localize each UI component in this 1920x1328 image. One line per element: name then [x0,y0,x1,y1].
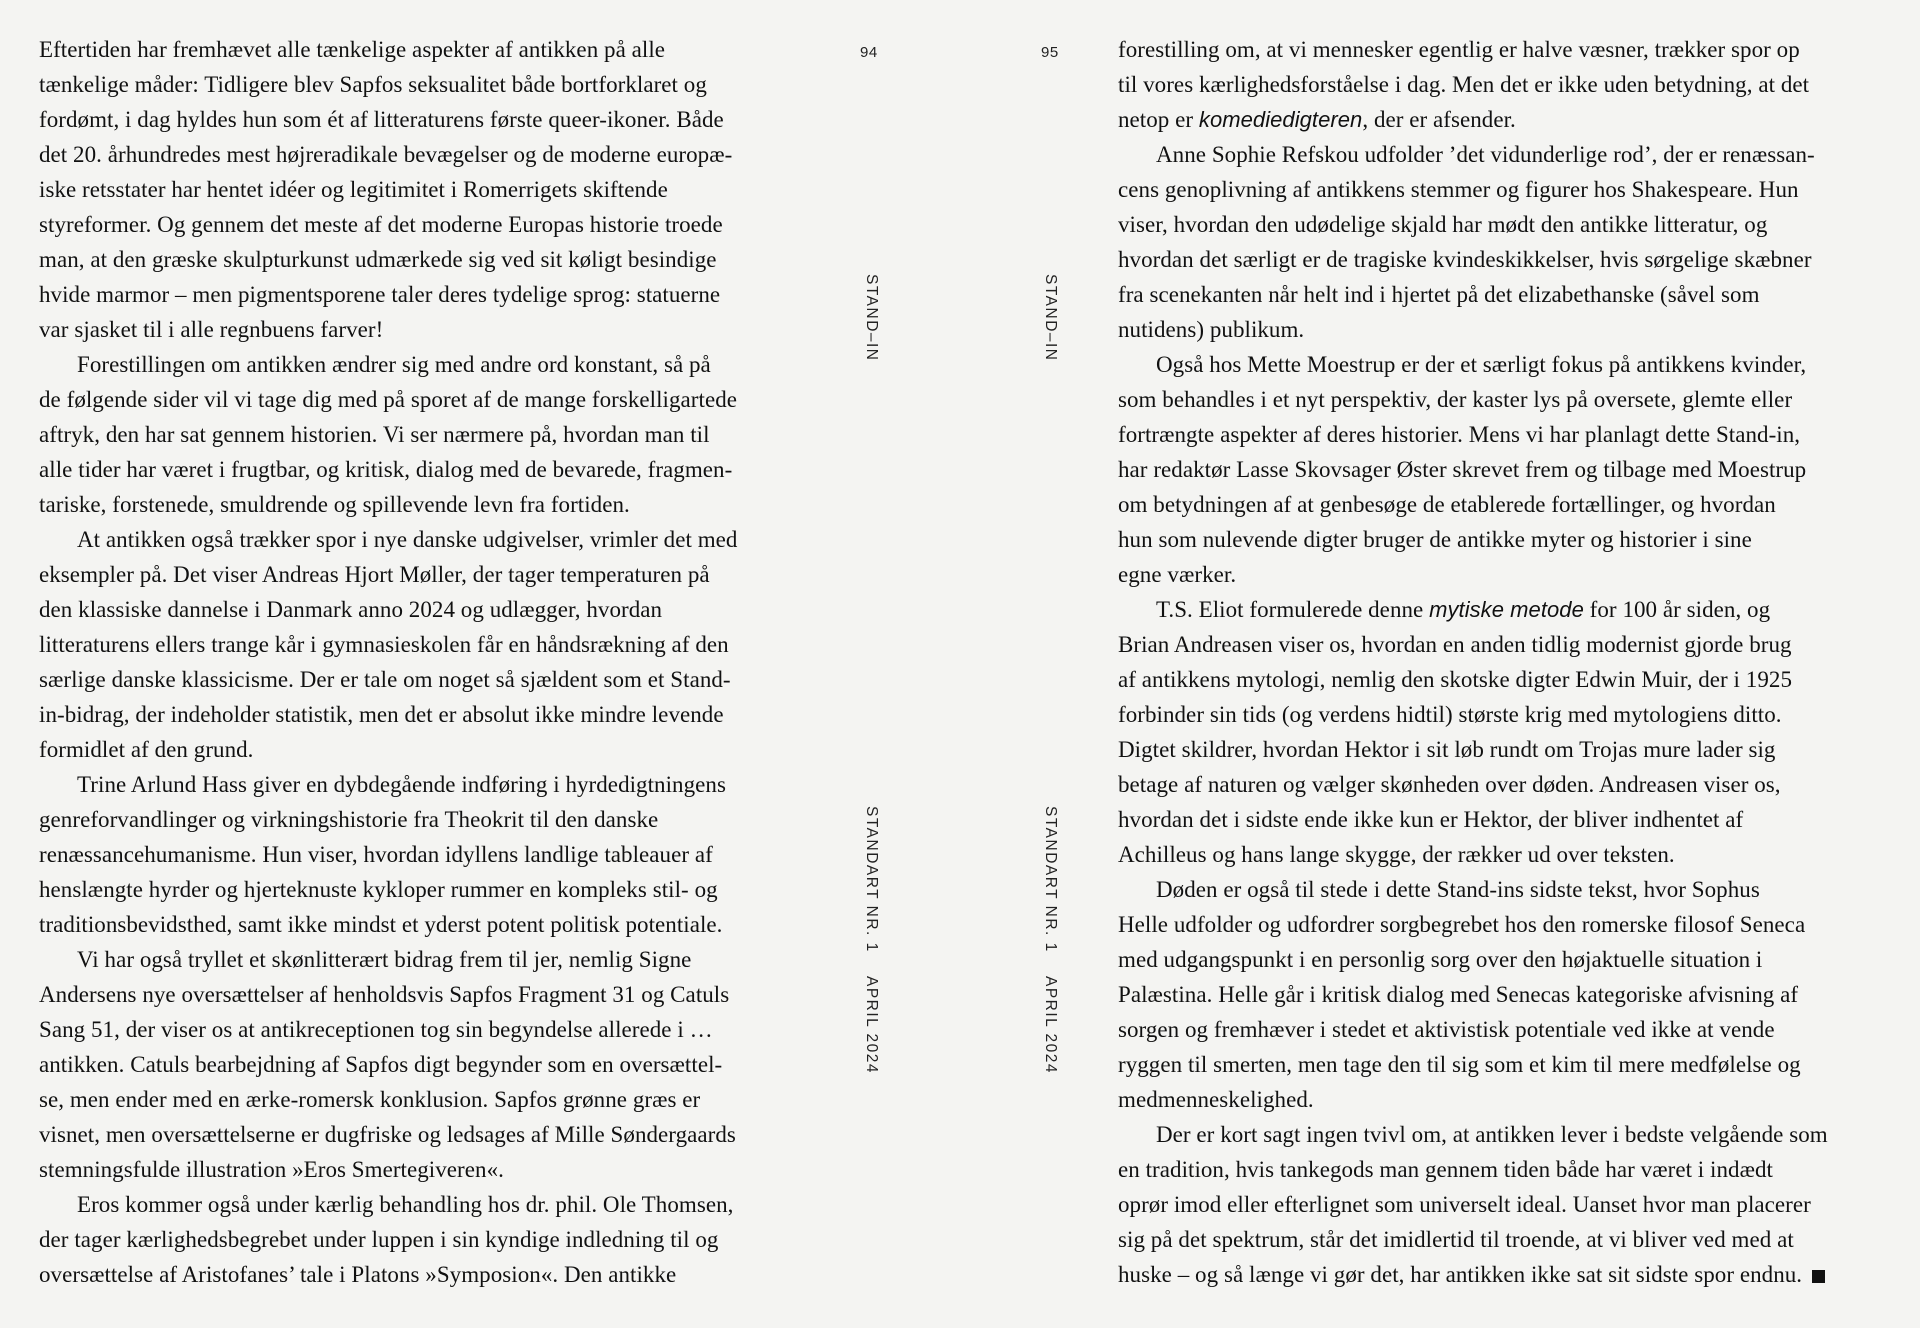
text-run: T.S. Eliot formulerede denne [1156,597,1430,622]
text-line: de følgende sider vil vi tage dig med på sporet af de mange forskelligartede [39,387,738,412]
text-line: styreformer. Og gennem det meste af det moderne Europas historie troede [39,212,723,237]
text-line [1118,102,1850,137]
text-line: der tager kærlighedsbegrebet under luppen i sin kyndige indledning til og [39,1227,719,1252]
text-line: betage af naturen og vælger skønheden over døden. Andreasen viser os, [1118,772,1781,797]
text-line: eksempler på. Det viser Andreas Hjort Møller, der tager temperaturen på [39,562,710,587]
text-run: huske – og så længe vi gør det, har antikken ikke sat sit sidste spor endnu. [1118,1262,1803,1287]
text-line: visnet, men oversættelserne er dugfriske og ledsages af Mille Søndergaards [39,1122,736,1147]
text-line: til vores kærlighedsforståelse i dag. Men det er ikke uden betydning, at det [1118,72,1810,97]
text-line: en tradition, hvis tankegods man gennem tiden både har været i indædt [1118,1157,1773,1182]
text-line: Trine Arlund Hass giver en dybdegående indføring i hyrdedigtningens [77,772,726,797]
text-line: litteraturens ellers trange kår i gymnasieskolen får en håndsrækning af den [39,632,729,657]
text-line: tænkelige måder: Tidligere blev Sapfos seksualitet både bortforklaret og [39,72,707,97]
text-line: viser, hvordan den udødelige skjald har mødt den antikke litteratur, og [1118,212,1768,237]
text-line: Anne Sophie Refskou udfolder ’det vidunderlige rod’, der er renæssan- [1156,142,1815,167]
text-line: af antikkens mytologi, nemlig den skotske digter Edwin Muir, der i 1925 [1118,667,1792,692]
text-line: man, at den græske skulpturkunst udmærkede sig ved sit køligt besindige [39,247,717,272]
text-line: Også hos Mette Moestrup er der et særligt fokus på antikkens kvinder, [1156,352,1807,377]
text-line: henslængte hyrder og hjerteknuste kykloper rummer en kompleks stil- og [39,877,718,902]
text-line: har redaktør Lasse Skovsager Øster skrevet frem og tilbage med Moestrup [1118,457,1807,482]
text-line: egne værker. [1118,562,1237,587]
text-line: At antikken også trækker spor i nye danske udgivelser, vrimler det med [77,527,738,552]
text-line: ryggen til smerten, men tage den til sig som et kim til mere medfølelse og [1118,1052,1801,1077]
text-line: Eftertiden har fremhævet alle tænkelige aspekter af antikken på alle [39,37,666,62]
text-line: oversættelse af Aristofanes’ tale i Platons »Symposion«. Den antikke [39,1262,677,1287]
text-line: hvordan det i sidste ende ikke kun er Hektor, der bliver indhentet af [1118,807,1744,832]
text-run: , der er afsender. [1362,107,1516,132]
text-line: forestilling om, at vi mennesker egentlig er halve væsner, trækker spor op [1118,37,1800,62]
text-run: for 100 år siden, og [1583,597,1771,622]
running-head-left: STAND–IN [863,274,880,362]
text-line: alle tider har været i frugtbar, og kritisk, dialog med de bevarede, fragmen- [39,457,733,482]
text-run: netop er [1118,107,1199,132]
issue-date-left: APRIL 2024 [863,976,880,1075]
text-line: aftryk, den har sat gennem historien. Vi ser nærmere på, hvordan man til [39,422,710,447]
text-line: Brian Andreasen viser os, hvordan en anden tidlig modernist gjorde brug [1118,632,1792,657]
text-line: fordømt, i dag hyldes hun som ét af litteraturens første queer-ikoner. Både [39,107,724,132]
text-line: hvordan det særligt er de tragiske kvindeskikkelser, hvis sørgelige skæbner [1118,247,1812,272]
text-line: stemningsfulde illustration »Eros Smertegiveren«. [39,1157,504,1182]
text-line: medmenneskelighed. [1118,1087,1314,1112]
text-line: Eros kommer også under kærlig behandling hos dr. phil. Ole Thomsen, [77,1192,734,1217]
text-line: sig på det spektrum, står det imidlertid til troende, at vi bliver ved med at [1118,1227,1794,1252]
text-line: det 20. århundredes mest højreradikale bevægelser og de moderne europæ- [39,142,733,167]
journal-name-left: STANDART NR. 1 [863,806,880,953]
journal-name-right: STANDART NR. 1 [1042,806,1059,953]
end-of-article-square-icon [1812,1270,1825,1283]
running-head-right: STAND–IN [1042,274,1059,362]
text-line: forbinder sin tids (og verdens hidtil) største krig med mytologiens ditto. [1118,702,1782,727]
text-line: antikken. Catuls bearbejdning af Sapfos digt begynder som en oversættel- [39,1052,723,1077]
text-line [1118,1257,1850,1292]
text-line: nutidens) publikum. [1118,317,1305,342]
text-line: oprør imod eller efterlignet som universelt ideal. Uanset hvor man placerer [1118,1192,1811,1217]
text-line: Sang 51, der viser os at antikreceptionen tog sin begyndelse allerede i … [39,1017,713,1042]
text-line: Forestillingen om antikken ændrer sig med andre ord konstant, så på [77,352,711,377]
text-line: var sjasket til i alle regnbuens farver! [39,317,384,342]
text-line: tariske, forstenede, smuldrende og spillevende levn fra fortiden. [39,492,630,517]
text-line: som behandles i et nyt perspektiv, der kaster lys på oversete, glemte eller [1118,387,1793,412]
italic-term: komediedigteren [1198,107,1363,132]
text-line: hun som nulevende digter bruger de antikke myter og historier i sine [1118,527,1752,552]
text-line: Andersens nye oversættelser af henholdsvis Sapfos Fragment 31 og Catuls [39,982,730,1007]
text-line: cens genoplivning af antikkens stemmer og figurer hos Shakespeare. Hun [1118,177,1799,202]
text-line: om betydningen af at genbesøge de etablerede fortællinger, og hvordan [1118,492,1776,517]
text-line: den klassiske dannelse i Danmark anno 2024 og udlægger, hvordan [39,597,663,622]
text-line: genreforvandlinger og virkningshistorie fra Theokrit til den danske [39,807,659,832]
page-number-left: 94 [860,44,878,61]
text-line: sorgen og fremhæver i stedet et aktivistisk potentiale ved ikke at vende [1118,1017,1775,1042]
text-line: Achilleus og hans lange skygge, der rækker ud over teksten. [1118,842,1675,867]
left-body-text [39,32,799,1292]
text-line: se, men ender med en ærke-romersk konklusion. Sapfos grønne græs er [39,1087,701,1112]
text-line: traditionsbevidsthed, samt ikke mindst et yderst potent politisk potentiale. [39,912,723,937]
text-line: med udgangspunkt i en personlig sorg over den højaktuelle situation i [1118,947,1763,972]
text-line: Helle udfolder og udfordrer sorgbegrebet hos den romerske filosof Seneca [1118,912,1806,937]
text-line: særlige danske klassicisme. Der er tale om noget så sjældent som et Stand- [39,667,731,692]
text-line [1118,592,1850,627]
text-line: fra scenekanten når helt ind i hjertet på det elizabethanske (såvel som [1118,282,1760,307]
text-line: Digtet skildrer, hvordan Hektor i sit løb rundt om Trojas mure lader sig [1118,737,1776,762]
text-line: in-bidrag, der indeholder statistik, men det er absolut ikke mindre levende [39,702,724,727]
text-line: Vi har også tryllet et skønlitterært bidrag frem til jer, nemlig Signe [77,947,692,972]
text-line: formidlet af den grund. [39,737,254,762]
right-page [960,0,1920,1328]
text-line: hvide marmor – men pigmentsporene taler deres tydelige sprog: statuerne [39,282,721,307]
italic-term: mytiske metode [1429,597,1584,622]
text-line: renæssancehumanisme. Hun viser, hvordan idyllens landlige tableauer af [39,842,713,867]
text-line: Der er kort sagt ingen tvivl om, at antikken lever i bedste velgående som [1156,1122,1828,1147]
text-line: Palæstina. Helle går i kritisk dialog med Senecas kategoriske afvisning af [1118,982,1799,1007]
text-line: iske retsstater har hentet idéer og legitimitet i Romerrigets skiftende [39,177,668,202]
right-body-text [1118,32,1850,1292]
issue-date-right: APRIL 2024 [1042,976,1059,1075]
page-number-right: 95 [1041,44,1059,61]
text-line: Døden er også til stede i dette Stand-ins sidste tekst, hvor Sophus [1156,877,1760,902]
text-line: fortrængte aspekter af deres historier. Mens vi har planlagt dette Stand-in, [1118,422,1801,447]
